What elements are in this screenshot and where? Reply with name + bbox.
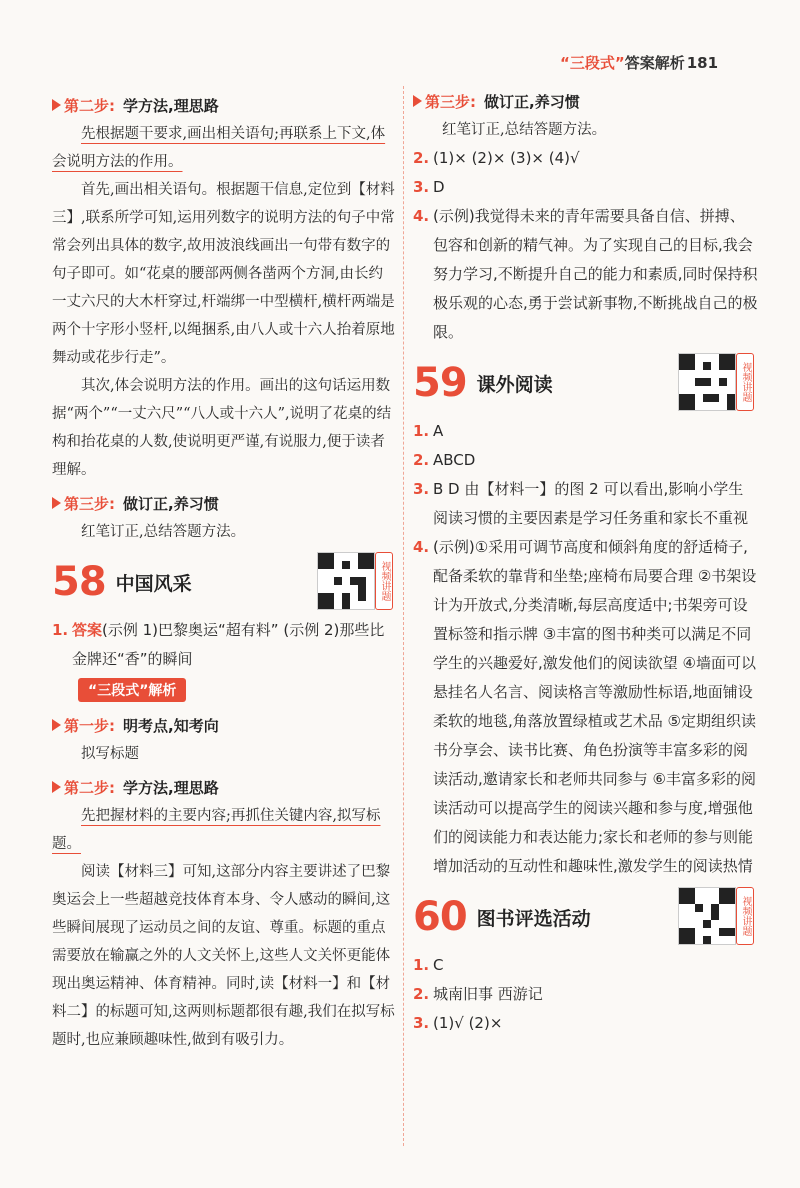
section-58-heading [52, 552, 397, 612]
step-two-hint: 先根据题干要求,画出相关语句;再联系上下文,体会说明方法的作用。 [52, 126, 386, 170]
right-column [413, 86, 758, 1038]
qr-code-icon[interactable] [678, 887, 736, 945]
analysis-paragraph: 阅读【材料三】可知,这部分内容主要讲述了巴黎奥运会上一些超越竞技体育本身、令人感动的瞬间,这些瞬间展现了运动员之间的友谊、尊重。标题的重点需要放在输赢之外的人文关怀上,这些人文关怀更能体现出奥运精神、体育精神。同时,读【材料一】和【材料二】的标题可知,这两则标题都很有趣,我们在拟写标题时,也应兼顾趣味性,做到有吸引力。 [52, 864, 395, 1048]
step-two-heading: 第二步: 学方法,理思路 [52, 90, 397, 120]
analysis-tag: “三段式”解析 [78, 678, 186, 702]
analysis-paragraph: 其次,体会说明方法的作用。画出的这句话运用数据“两个”“一丈六尺”“八人或十六人”,说明了花桌的结构和抬花桌的人数,使说明更严谨,有说服力,便于读者理解。 [52, 378, 392, 478]
section-number: 59 [413, 360, 467, 406]
answer-item: 2. (1)× (2)× (3)× (4)√ [413, 149, 580, 167]
answer-item: 1. 答案(示例 1)巴黎奥运“超有料” (示例 2)那些比金牌还“香”的瞬间 [52, 621, 385, 668]
answer-item: 3. D [413, 178, 445, 196]
qr-code-icon[interactable] [678, 353, 736, 411]
step-two-heading: 第二步: 学方法,理思路 [52, 772, 397, 802]
page-header [560, 52, 760, 74]
answer-item: 1. C [413, 956, 444, 974]
video-tag: 视频讲题 [736, 887, 754, 945]
step-three-text: 红笔订正,总结答题方法。 [81, 524, 246, 540]
video-tag: 视频讲题 [375, 552, 393, 610]
column-divider [403, 86, 404, 1146]
answer-item: 1. A [413, 422, 444, 440]
section-title: 图书评选活动 [476, 907, 591, 930]
answer-item: 4. (示例)①采用可调节高度和倾斜角度的舒适椅子,配备柔软的靠背和坐垫;座椅布局要合理 ②书架设计为开放式,分类清晰,每层高度适中;书架旁可设置标签和指示牌 ③丰富的图书种类可以满足不同学生的兴趣爱好,激发他们的阅读欲望 ④墙面可以悬挂名人名言、阅读格言等激励性标语,地面铺设柔软的地毯,角落放置绿植或艺术品 ⑤定期组织读书分享会、读书比赛、角色扮演等丰富多彩的阅读活动,邀请家长和老师共同参与 ⑥丰富多彩的阅读活动可以提高学生的阅读兴趣和参与度,增强他们的阅读能力和表达能力;家长和老师的参与则能增加活动的互动性和趣味性,激发学生的阅读热情 [413, 538, 757, 875]
video-tag: 视频讲题 [736, 353, 754, 411]
step-three-heading: 第三步: 做订正,养习惯 [52, 488, 397, 518]
arrow-icon [52, 99, 61, 111]
section-number: 58 [52, 559, 106, 605]
answer-item: 3. (1)√ (2)× [413, 1014, 503, 1032]
section-title: 课外阅读 [476, 373, 553, 396]
header-brand: “三段式” [560, 54, 625, 72]
analysis-paragraph: 首先,画出相关语句。根据题干信息,定位到【材料三】,联系所学可知,运用列数字的说明方法的句子中常常会列出具体的数字,故用波浪线画出一句带有数字的句子即可。如“花桌的腰部两侧各凿两个方洞,由长约一丈六尺的大木杆穿过,杆端绑一中型横杆,横杆两端是两个十字形小竖杆,以绳捆系,由八人或十六人抬着原地舞动或花步行走”。 [52, 182, 395, 366]
answer-item: 2. 城南旧事 西游记 [413, 985, 543, 1003]
arrow-icon [52, 719, 61, 731]
arrow-icon [52, 497, 61, 509]
section-60-heading [413, 887, 758, 947]
step-one-text: 拟写标题 [81, 746, 139, 762]
step-two-hint: 先把握材料的主要内容;再抓住关键内容,拟写标题。 [52, 808, 381, 852]
section-59-heading [413, 353, 758, 413]
arrow-icon [413, 95, 422, 107]
arrow-icon [52, 781, 61, 793]
left-column [52, 86, 397, 1054]
section-number: 60 [413, 894, 467, 940]
qr-code-icon[interactable] [317, 552, 375, 610]
answer-item: 4. (示例)我觉得未来的青年需要具备自信、拼搏、包容和创新的精气神。为了实现自己的目标,我会努力学习,不断提升自己的能力和素质,同时保持积极乐观的心态,勇于尝试新事物,不断挑战自己的极限。 [413, 207, 758, 341]
answer-item: 2. ABCD [413, 451, 476, 469]
page-number: 181 [686, 54, 719, 72]
section-title: 中国风采 [115, 572, 192, 595]
step-three-heading: 第三步: 做订正,养习惯 [413, 86, 758, 116]
step-one-heading: 第一步: 明考点,知考向 [52, 710, 397, 740]
header-title: 答案解析 [624, 54, 685, 72]
answer-item: 3. B D 由【材料一】的图 2 可以看出,影响小学生阅读习惯的主要因素是学习任务重和家长不重视 [413, 480, 749, 527]
step-three-text: 红笔订正,总结答题方法。 [442, 122, 607, 138]
